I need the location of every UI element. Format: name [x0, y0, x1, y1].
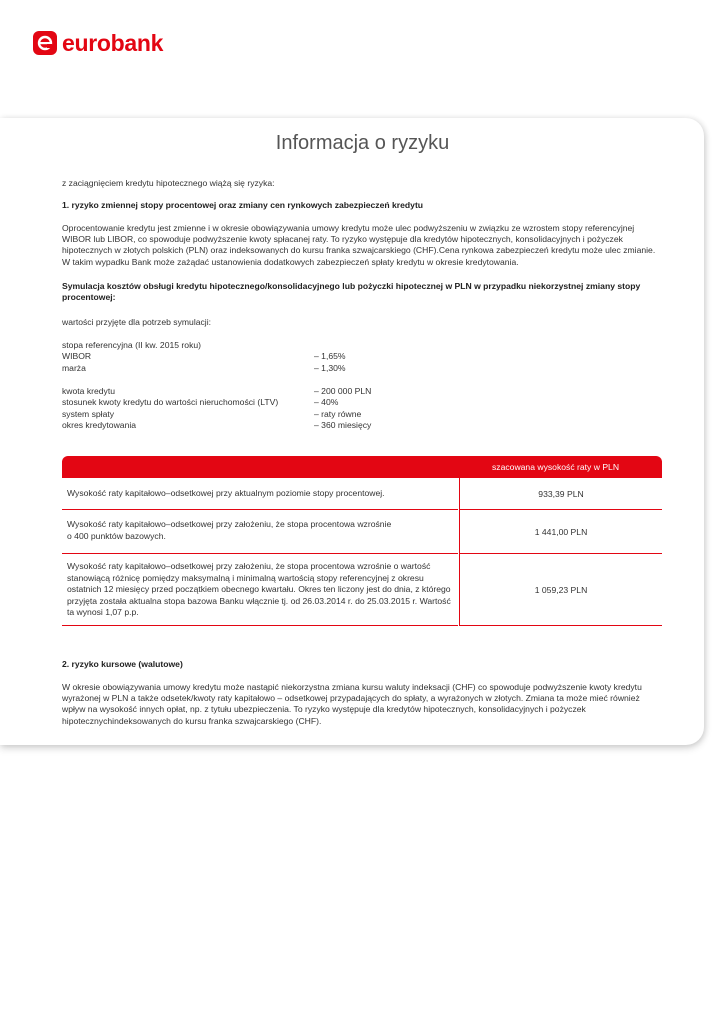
assumption-label: marża	[62, 362, 86, 373]
assumption-value	[314, 340, 434, 351]
table-row-1-value: 933,39 PLN	[459, 478, 662, 510]
assumption-value: – raty równe	[314, 408, 362, 419]
assumption-row	[62, 420, 434, 431]
assumption-label: okres kredytowania	[62, 420, 137, 431]
table-row-2-value: 1 441,00 PLN	[459, 510, 662, 554]
simulation-heading: Symulacja kosztów obsługi kredytu hipotecznego/konsolidacyjnego lub pożyczki hipotecznej w PLN w przypadku niekorzystnej zmiany stopy procentowej:	[62, 281, 641, 303]
assumption-label: system spłaty	[62, 408, 115, 419]
assumption-value: – 1,65%	[314, 351, 346, 362]
table-header-label: szacowana wysokość raty w PLN	[492, 462, 620, 472]
intro-text: z zaciągnięciem kredytu hipotecznego wiążą się ryzyka:	[62, 178, 275, 188]
assumption-label: kwota kredytu	[62, 386, 116, 396]
assumption-label: stopa referencyjna (II kw. 2015 roku)	[62, 340, 202, 350]
assumption-value: – 360 miesięcy	[314, 420, 372, 431]
assumption-row	[62, 363, 434, 374]
assumption-label: WIBOR	[62, 351, 92, 362]
assumptions-group-2	[62, 386, 434, 432]
assumption-value: – 1,30%	[314, 362, 346, 373]
assumptions-label: wartości przyjęte dla potrzeb symulacji:	[62, 317, 212, 327]
table-header	[62, 456, 662, 478]
assumption-row	[62, 386, 434, 397]
section2-body: W okresie obowiązywania umowy kredytu może nastąpić niekorzystna zmiana kursu waluty indeksacji (CHF) co spowoduje podwyższenie kwoty kredytu wyrażonej w PLN a także odsetek/kwoty raty kapitałowo – odsetkowej przypadających do spłaty, a wyrażonych w złotych. Zmiana ta może mieć również wpływ na wysokość innych opłat, np. z tytułu ubezpieczenia. To ryzyko występuje dla kredytów hipotecznych, konsolidacyjnych i pożyczek hipotecznychindeksowanych do kursu franka szwajcarskiego (CHF).	[62, 682, 642, 726]
section1-body: Oprocentowanie kredytu jest zmienne i w okresie obowiązywania umowy kredytu może ulec podwyższeniu w związku ze wzrostem stopy referencyjnej WIBOR lub LIBOR, co spowoduje podwyższenie kwoty spłacanej raty. To ryzyko występuje dla kredytów hipotecznych, konsolidacyjnych i pożyczek hipotecznych w złotych polskich (PLN) oraz indeksowanych do kursu franka szwajcarskiego (CHF).Cena rynkowa zabezpieczeń kredytu może ulec zmianie. W takim wypadku Bank może zażądać ustanowienia dodatkowych zabezpieczeń spłaty kredytu w okresie kredytowania.	[62, 223, 656, 267]
eurobank-logo	[33, 28, 163, 58]
table-row-2-desc: Wysokość raty kapitałowo–odsetkowej przy założeniu, że stopa procentowa wzrośnie o 400 punktów bazowych.	[62, 510, 458, 554]
assumption-row	[62, 409, 434, 420]
table-row-3-desc: Wysokość raty kapitałowo–odsetkowej przy założeniu, że stopa procentowa wzrośnie o wartość stanowiącą różnicę pomiędzy maksymalną i minimalną wartością stopy referencyjnej z okresu ostatnich 12 miesięcy przed początkiem obecnego kwartału. Okres ten liczony jest do dnia, z którego przyjęta została aktualna stopa bazowa Banku włącznie tj. od 26.03.2014 r. do 25.03.2015 r. Wartość ta wynosi 1,07 p.p.	[62, 554, 458, 626]
table-row-3-value: 1 059,23 PLN	[459, 554, 662, 626]
assumption-row	[62, 351, 434, 362]
eurobank-logo-icon	[33, 31, 57, 55]
assumptions-group-1	[62, 340, 434, 374]
assumption-row	[62, 397, 434, 408]
assumption-row	[62, 340, 434, 351]
section2-heading: 2. ryzyko kursowe (walutowe)	[62, 659, 183, 669]
assumption-label: stosunek kwoty kredytu do wartości nieruchomości (LTV)	[62, 397, 279, 408]
section1-heading: 1. ryzyko zmiennej stopy procentowej oraz zmiany cen rynkowych zabezpieczeń kredytu	[62, 200, 424, 210]
assumption-value: – 200 000 PLN	[314, 386, 372, 396]
assumption-value: – 40%	[314, 397, 339, 408]
page-title: Informacja o ryzyku	[275, 132, 450, 154]
brand-name: eurobank	[62, 29, 164, 56]
table-row-1-desc: Wysokość raty kapitałowo–odsetkowej przy aktualnym poziomie stopy procentowej.	[62, 478, 458, 510]
